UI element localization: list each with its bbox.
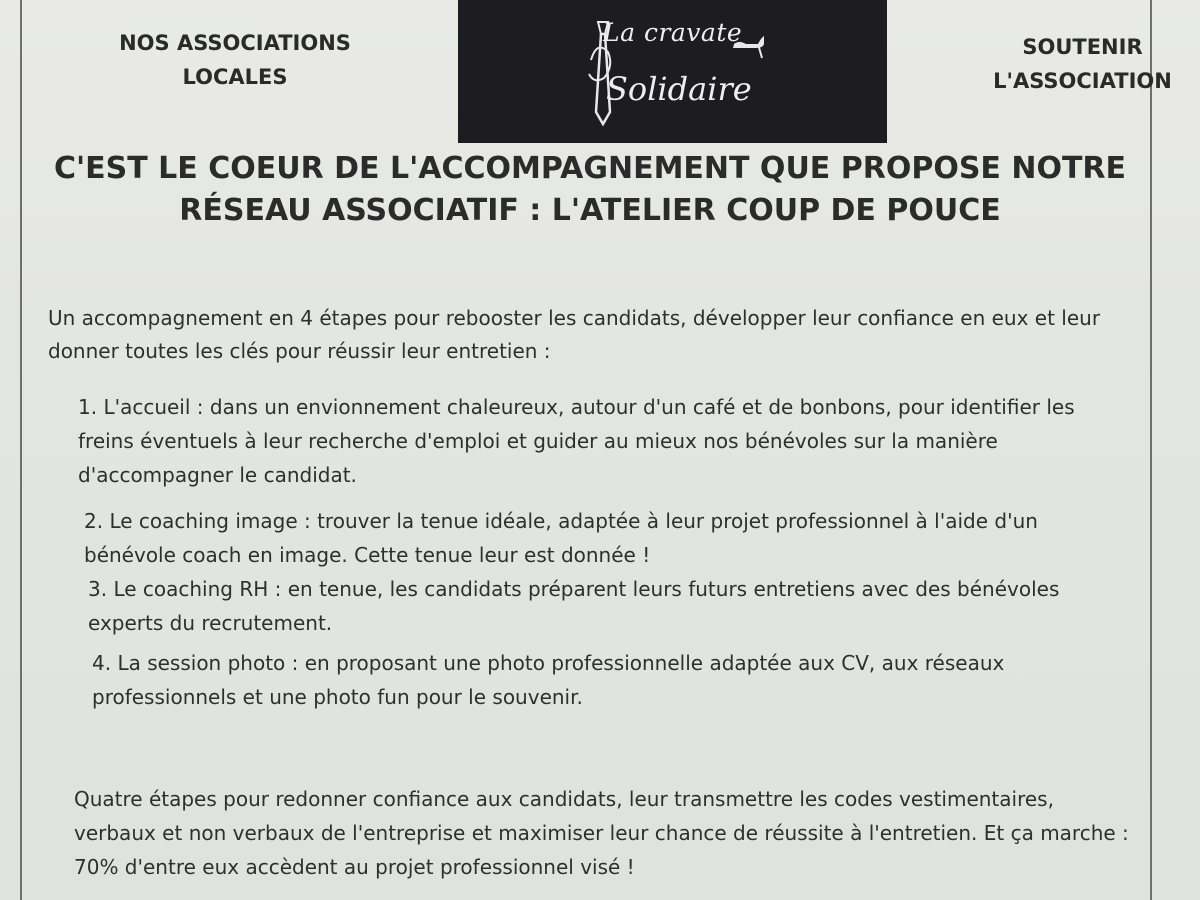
page-title: C'EST LE COEUR DE L'ACCOMPAGNEMENT QUE PROPOSE NOTRE RÉSEAU ASSOCIATIF : L'ATELIER COUP DE POUCE bbox=[53, 151, 1127, 228]
step-image-coaching: 2. Le coaching image : trouver la tenue idéale, adaptée à leur projet professionnel à l'aide d'un bénévole coach en image. Cette tenue leur est donnée ! bbox=[84, 509, 1038, 567]
logo-text-line2: Solidaire bbox=[606, 70, 752, 108]
page-right-border bbox=[1150, 0, 1152, 900]
conclusion-paragraph: Quatre étapes pour redonner confiance aux candidats, leur transmettre les codes vestimentaires, verbaux et non verbaux de l'entreprise et maximiser leur chance de réussite à l'entretien. Et ça marche : 70% d'entre eux accèdent au projet professionnel visé ! bbox=[74, 787, 1129, 879]
page-left-border bbox=[20, 0, 22, 900]
step-welcome: 1. L'accueil : dans un envionnement chaleureux, autour d'un café et de bonbons, pour identifier les freins éventuels à leur recherche d'emploi et guider au mieux nos bénévoles sur la manière d'accompagner le candidat. bbox=[78, 395, 1075, 487]
step-hr-coaching: 3. Le coaching RH : en tenue, les candidats préparent leurs futurs entretiens avec des bénévoles experts du recrutement. bbox=[88, 577, 1060, 635]
logo[interactable] bbox=[458, 0, 887, 143]
nav-link-support-association[interactable]: SOUTENIR L'ASSOCIATION bbox=[993, 35, 1172, 93]
intro-paragraph: Un accompagnement en 4 étapes pour rebooster les candidats, développer leur confiance en eux et leur donner toutes les clés pour réussir leur entretien : bbox=[48, 306, 1101, 363]
logo-text-line1: La cravate bbox=[603, 18, 743, 47]
nav-link-local-associations[interactable]: NOS ASSOCIATIONS LOCALES bbox=[119, 31, 351, 89]
step-photo-session: 4. La session photo : en proposant une photo professionnelle adaptée aux CV, aux réseaux professionnels et une photo fun pour le souvenir. bbox=[92, 651, 1005, 709]
